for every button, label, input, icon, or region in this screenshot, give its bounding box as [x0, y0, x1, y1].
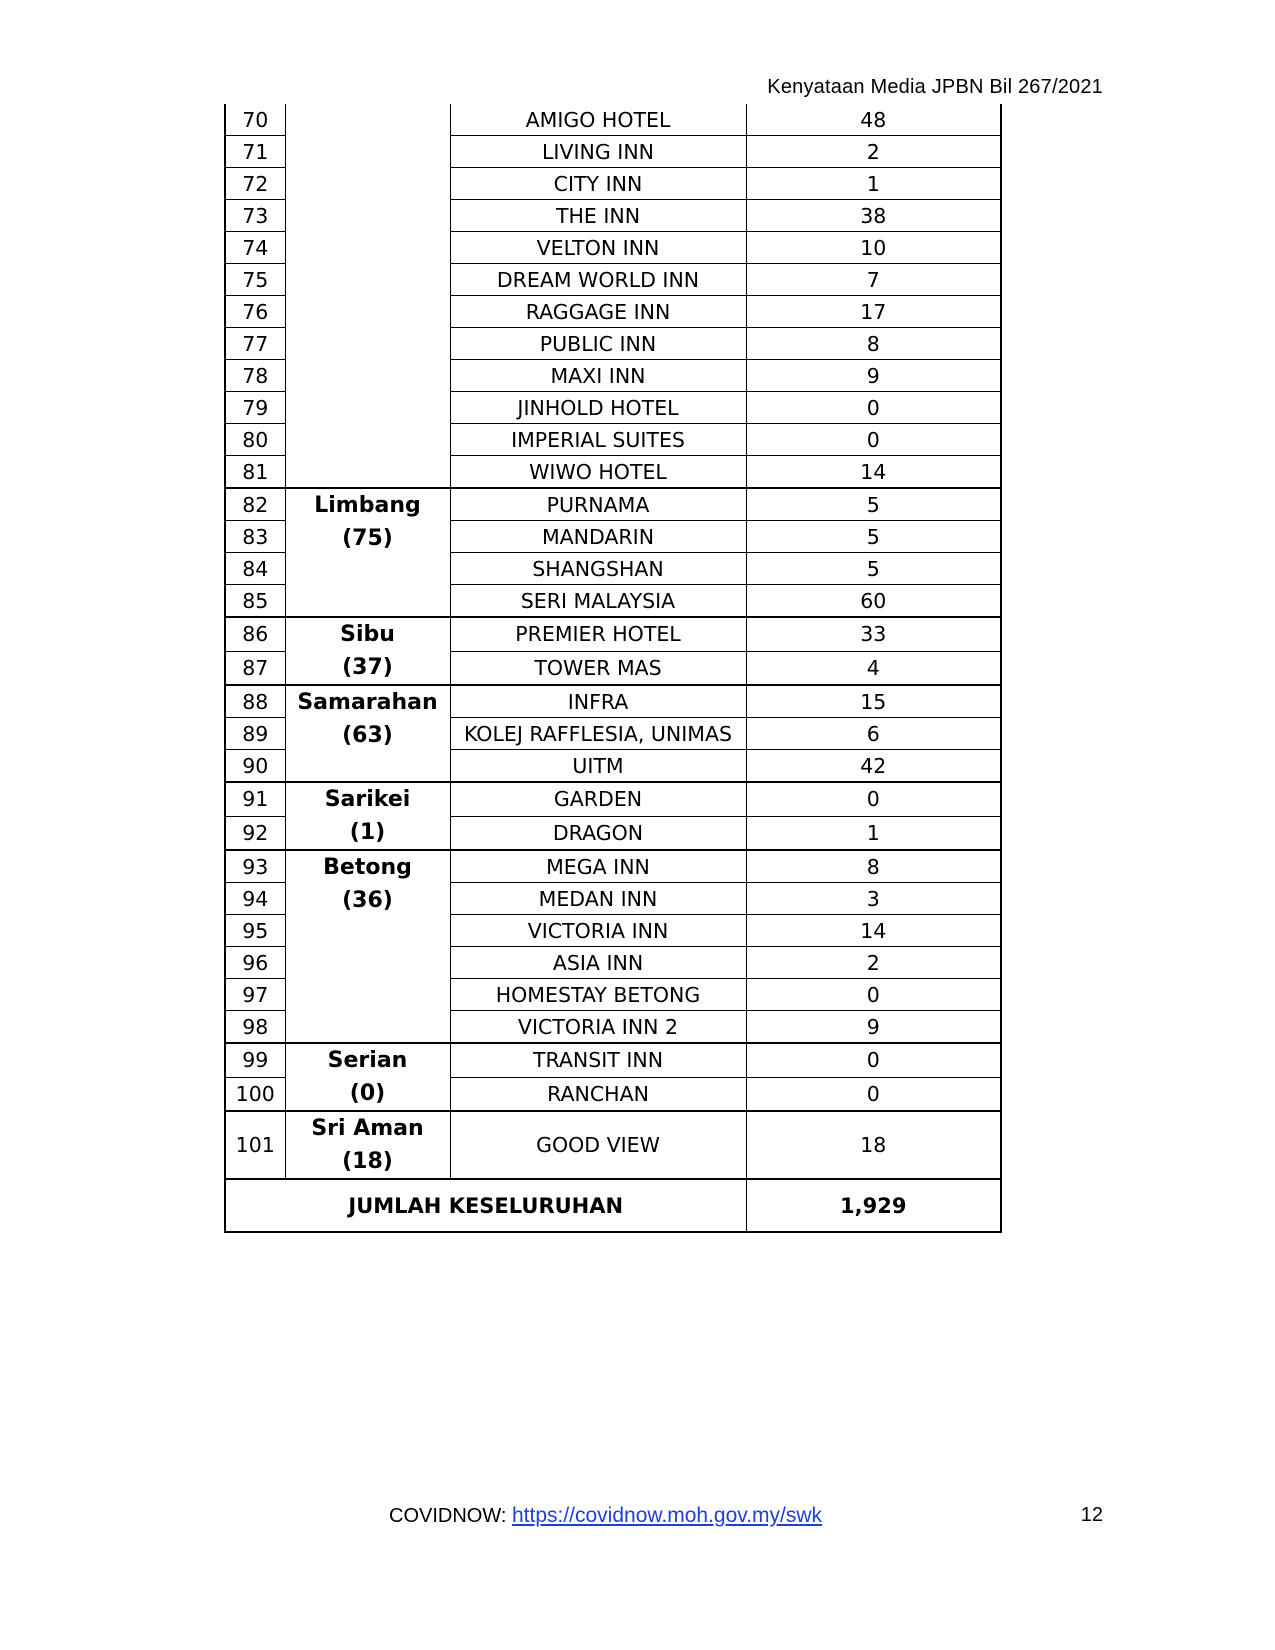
- row-number: 75: [225, 264, 285, 296]
- occupant-count: 0: [746, 1043, 1001, 1077]
- occupant-count: 8: [746, 850, 1001, 883]
- occupant-count: 2: [746, 947, 1001, 979]
- row-number: 91: [225, 782, 285, 816]
- row-number: 84: [225, 553, 285, 585]
- occupant-count: 15: [746, 685, 1001, 718]
- hotel-name: HOMESTAY BETONG: [450, 979, 746, 1011]
- row-number: 71: [225, 136, 285, 168]
- occupant-count: 10: [746, 232, 1001, 264]
- row-number: 90: [225, 750, 285, 783]
- division-name: Sri Aman: [311, 1116, 424, 1141]
- hotel-name: PREMIER HOTEL: [450, 617, 746, 651]
- row-number: 87: [225, 651, 285, 685]
- hotel-name: SHANGSHAN: [450, 553, 746, 585]
- hotel-name: TRANSIT INN: [450, 1043, 746, 1077]
- hotel-name: MEDAN INN: [450, 883, 746, 915]
- row-number: 76: [225, 296, 285, 328]
- occupant-count: 48: [746, 104, 1001, 136]
- occupant-count: 42: [746, 750, 1001, 783]
- table-row: [225, 1111, 1001, 1179]
- hotel-name: SERI MALAYSIA: [450, 585, 746, 618]
- occupant-count: 14: [746, 915, 1001, 947]
- hotel-name: INFRA: [450, 685, 746, 718]
- division-total: (1): [349, 820, 386, 845]
- hotel-name: IMPERIAL SUITES: [450, 424, 746, 456]
- division-name: Sarikei: [324, 787, 411, 812]
- table-row: [225, 782, 1001, 816]
- row-number: 74: [225, 232, 285, 264]
- row-number: 78: [225, 360, 285, 392]
- row-number: 83: [225, 521, 285, 553]
- row-number: 98: [225, 1011, 285, 1044]
- occupant-count: 38: [746, 200, 1001, 232]
- hotel-name: RAGGAGE INN: [450, 296, 746, 328]
- division-sri-aman: [285, 1111, 450, 1179]
- hotel-name: PUBLIC INN: [450, 328, 746, 360]
- row-number: 82: [225, 488, 285, 521]
- row-number: 79: [225, 392, 285, 424]
- row-number: 97: [225, 979, 285, 1011]
- row-number: 100: [225, 1077, 285, 1111]
- occupant-count: 0: [746, 782, 1001, 816]
- division-total: (0): [349, 1081, 386, 1106]
- occupant-count: 1: [746, 816, 1001, 850]
- hotel-name: THE INN: [450, 200, 746, 232]
- division-serian: [285, 1043, 450, 1111]
- division-name: Limbang: [314, 493, 421, 518]
- occupant-count: 0: [746, 392, 1001, 424]
- hotel-name: VICTORIA INN 2: [450, 1011, 746, 1044]
- row-number: 77: [225, 328, 285, 360]
- occupant-count: 1: [746, 168, 1001, 200]
- hotel-name: RANCHAN: [450, 1077, 746, 1111]
- table-row: [225, 104, 1001, 136]
- hotel-name: JINHOLD HOTEL: [450, 392, 746, 424]
- occupant-count: 5: [746, 521, 1001, 553]
- division-sibu: [285, 617, 450, 685]
- division-total: (63): [342, 723, 393, 748]
- division-betong: [285, 850, 450, 1043]
- occupant-count: 5: [746, 488, 1001, 521]
- quarantine-hotel-table: [224, 104, 1002, 1233]
- division-samarahan: [285, 685, 450, 782]
- page-number: 12: [1080, 1504, 1103, 1526]
- total-label: JUMLAH KESELURUHAN: [225, 1179, 746, 1232]
- hotel-name: MEGA INN: [450, 850, 746, 883]
- footer-label: COVIDNOW:: [389, 1505, 512, 1527]
- occupant-count: 6: [746, 718, 1001, 750]
- table-row: [225, 617, 1001, 651]
- division-name: Samarahan: [297, 690, 438, 715]
- division-name: Betong: [323, 855, 412, 880]
- table-row: [225, 1043, 1001, 1077]
- hotel-name: CITY INN: [450, 168, 746, 200]
- row-number: 80: [225, 424, 285, 456]
- hotel-name: ASIA INN: [450, 947, 746, 979]
- hotel-name: LIVING INN: [450, 136, 746, 168]
- division-total: (37): [342, 655, 393, 680]
- occupant-count: 18: [746, 1111, 1001, 1179]
- hotel-name: GOOD VIEW: [450, 1111, 746, 1179]
- occupant-count: 14: [746, 456, 1001, 489]
- footer: [389, 1504, 822, 1528]
- table-row: [225, 685, 1001, 718]
- row-number: 89: [225, 718, 285, 750]
- occupant-count: 33: [746, 617, 1001, 651]
- hotel-name: DREAM WORLD INN: [450, 264, 746, 296]
- hotel-name: VICTORIA INN: [450, 915, 746, 947]
- division-total: (36): [342, 888, 393, 913]
- occupant-count: 9: [746, 360, 1001, 392]
- row-number: 85: [225, 585, 285, 618]
- row-number: 94: [225, 883, 285, 915]
- row-number: 101: [225, 1111, 285, 1179]
- hotel-name: VELTON INN: [450, 232, 746, 264]
- row-number: 86: [225, 617, 285, 651]
- division-total: (75): [342, 526, 393, 551]
- occupant-count: 0: [746, 979, 1001, 1011]
- occupant-count: 60: [746, 585, 1001, 618]
- hotel-name: UITM: [450, 750, 746, 783]
- row-number: 88: [225, 685, 285, 718]
- row-number: 96: [225, 947, 285, 979]
- hotel-name: KOLEJ RAFFLESIA, UNIMAS: [450, 718, 746, 750]
- hotel-name: MAXI INN: [450, 360, 746, 392]
- occupant-count: 4: [746, 651, 1001, 685]
- occupant-count: 7: [746, 264, 1001, 296]
- document-reference: Kenyataan Media JPBN Bil 267/2021: [767, 76, 1103, 98]
- occupant-count: 0: [746, 424, 1001, 456]
- row-number: 92: [225, 816, 285, 850]
- row-number: 93: [225, 850, 285, 883]
- row-number: 99: [225, 1043, 285, 1077]
- hotel-name: DRAGON: [450, 816, 746, 850]
- row-number: 73: [225, 200, 285, 232]
- division-sarikei: [285, 782, 450, 850]
- occupant-count: 2: [746, 136, 1001, 168]
- table-row: [225, 488, 1001, 521]
- occupant-count: 8: [746, 328, 1001, 360]
- hotel-name: MANDARIN: [450, 521, 746, 553]
- occupant-count: 17: [746, 296, 1001, 328]
- hotel-name: GARDEN: [450, 782, 746, 816]
- division-name: Serian: [327, 1048, 408, 1073]
- occupant-count: 5: [746, 553, 1001, 585]
- row-number: 81: [225, 456, 285, 489]
- hotel-name: AMIGO HOTEL: [450, 104, 746, 136]
- covidnow-link[interactable]: https://covidnow.moh.gov.my/swk: [511, 1504, 823, 1527]
- row-number: 72: [225, 168, 285, 200]
- occupant-count: 9: [746, 1011, 1001, 1044]
- occupant-count: 0: [746, 1077, 1001, 1111]
- hotel-name: WIWO HOTEL: [450, 456, 746, 489]
- division-total: (18): [342, 1149, 393, 1174]
- division-limbang: [285, 488, 450, 617]
- table-row: [225, 850, 1001, 883]
- row-number: 95: [225, 915, 285, 947]
- division-name: Sibu: [340, 622, 395, 647]
- hotel-name: PURNAMA: [450, 488, 746, 521]
- hotel-name: TOWER MAS: [450, 651, 746, 685]
- occupant-count: 3: [746, 883, 1001, 915]
- row-number: 70: [225, 104, 285, 136]
- total-row: [225, 1179, 1001, 1232]
- division-cell: [285, 104, 450, 488]
- total-value: 1,929: [746, 1179, 1001, 1232]
